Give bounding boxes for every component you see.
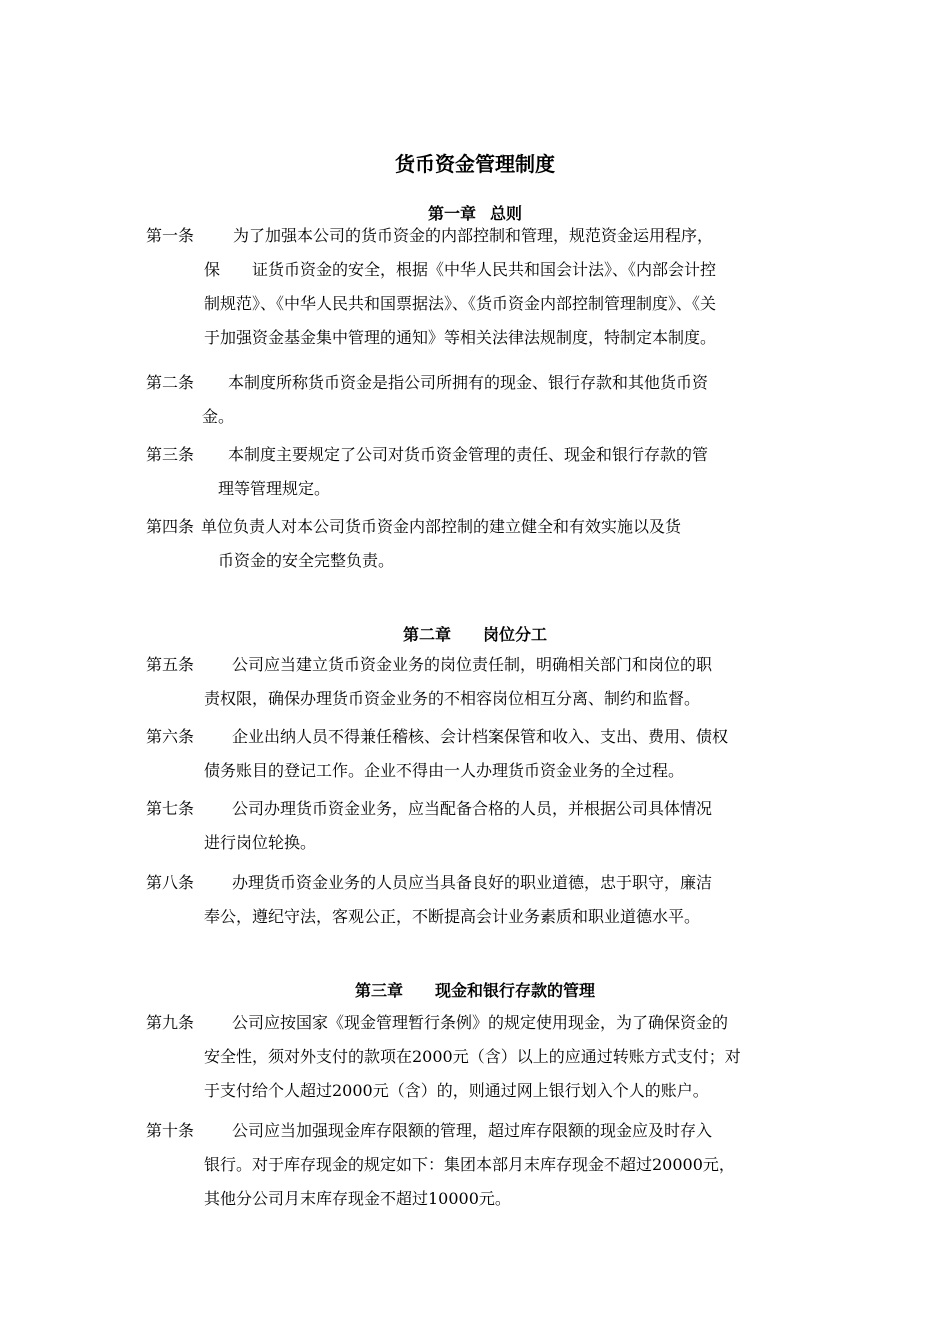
chapter-title: 总则 bbox=[490, 204, 523, 223]
article-number: 第六条 bbox=[146, 727, 195, 746]
article-number: 第七条 bbox=[146, 799, 195, 818]
chapter-number: 第一章 bbox=[427, 204, 476, 223]
article-number: 第九条 bbox=[146, 1013, 195, 1032]
article bbox=[146, 792, 816, 860]
article-text-line: 保 证货币资金的安全，根据《中华人民共和国会计法》、《内部会计控 bbox=[204, 260, 717, 279]
article-text-line: 企业出纳人员不得兼任稽核、会计档案保管和收入、支出、费用、债权 bbox=[232, 727, 729, 746]
article-text-line: 金。 bbox=[202, 407, 235, 426]
article-text-line: 于加强资金基金集中管理的通知》等相关法律法规制度，特制定本制度。 bbox=[204, 328, 717, 347]
article-number: 第十条 bbox=[146, 1121, 195, 1140]
article bbox=[146, 720, 816, 788]
article-text-line: 奉公，遵纪守法，客观公正，不断提高会计业务素质和职业道德水平。 bbox=[204, 907, 701, 926]
article-text-line: 银行。对于库存现金的规定如下：集团本部月末库存现金不超过20000元， bbox=[204, 1155, 735, 1174]
article-text-line: 本制度所称货币资金是指公司所拥有的现金、银行存款和其他货币资 bbox=[228, 373, 709, 392]
article bbox=[146, 438, 816, 506]
article-text-line: 制规范》、《中华人民共和国票据法》、《货币资金内部控制管理制度》、《关 bbox=[204, 294, 717, 313]
article-number: 第一条 bbox=[146, 226, 195, 245]
article bbox=[146, 1006, 816, 1108]
article-number: 第五条 bbox=[146, 655, 195, 674]
article bbox=[146, 1114, 816, 1216]
article-text-line: 责权限，确保办理货币资金业务的不相容岗位相互分离、制约和监督。 bbox=[204, 689, 701, 708]
article-text-line: 为了加强本公司的货币资金的内部控制和管理，规范资金运用程序， bbox=[233, 226, 714, 245]
article-text-line: 办理货币资金业务的人员应当具备良好的职业道德，忠于职守，廉洁 bbox=[232, 873, 713, 892]
article-text-line: 公司应按国家《现金管理暂行条例》的规定使用现金，为了确保资金的 bbox=[232, 1013, 729, 1032]
article-text-line: 理等管理规定。 bbox=[218, 479, 331, 498]
article bbox=[146, 510, 816, 578]
article-number: 第三条 bbox=[146, 445, 195, 464]
article-text-line: 债务账目的登记工作。企业不得由一人办理货币资金业务的全过程。 bbox=[204, 761, 685, 780]
article-number: 第四条 bbox=[146, 517, 195, 536]
chapter-title: 现金和银行存款的管理 bbox=[435, 981, 596, 1000]
article-text-line: 公司应当加强现金库存限额的管理，超过库存限额的现金应及时存入 bbox=[232, 1121, 713, 1140]
chapter-heading bbox=[0, 978, 950, 1001]
article-number: 第二条 bbox=[146, 373, 195, 392]
article-text-line: 于支付给个人超过2000元（含）的，则通过网上银行划入个人的账户。 bbox=[204, 1081, 709, 1100]
chapter-heading bbox=[0, 622, 950, 645]
chapter-number: 第二章 bbox=[402, 625, 451, 644]
article bbox=[146, 219, 816, 355]
article bbox=[146, 648, 816, 716]
chapter-number: 第三章 bbox=[354, 981, 403, 1000]
article-text-line: 公司应当建立货币资金业务的岗位责任制，明确相关部门和岗位的职 bbox=[232, 655, 713, 674]
document-title: 货币资金管理制度 bbox=[395, 152, 555, 176]
article-number: 第八条 bbox=[146, 873, 195, 892]
article-text-line: 本制度主要规定了公司对货币资金管理的责任、现金和银行存款的管 bbox=[228, 445, 709, 464]
article-text-line: 进行岗位轮换。 bbox=[204, 833, 317, 852]
chapter-title: 岗位分工 bbox=[483, 625, 548, 644]
article bbox=[146, 366, 816, 434]
article-text-line: 单位负责人对本公司货币资金内部控制的建立健全和有效实施以及货 bbox=[201, 517, 682, 536]
article-text-line: 安全性，须对外支付的款项在2000元（含）以上的应通过转账方式支付；对 bbox=[204, 1047, 741, 1066]
article-text-line: 其他分公司月末库存现金不超过10000元。 bbox=[204, 1189, 511, 1208]
article-text-line: 公司办理货币资金业务，应当配备合格的人员，并根据公司具体情况 bbox=[232, 799, 713, 818]
article bbox=[146, 866, 816, 934]
article-text-line: 币资金的安全完整负责。 bbox=[218, 551, 395, 570]
